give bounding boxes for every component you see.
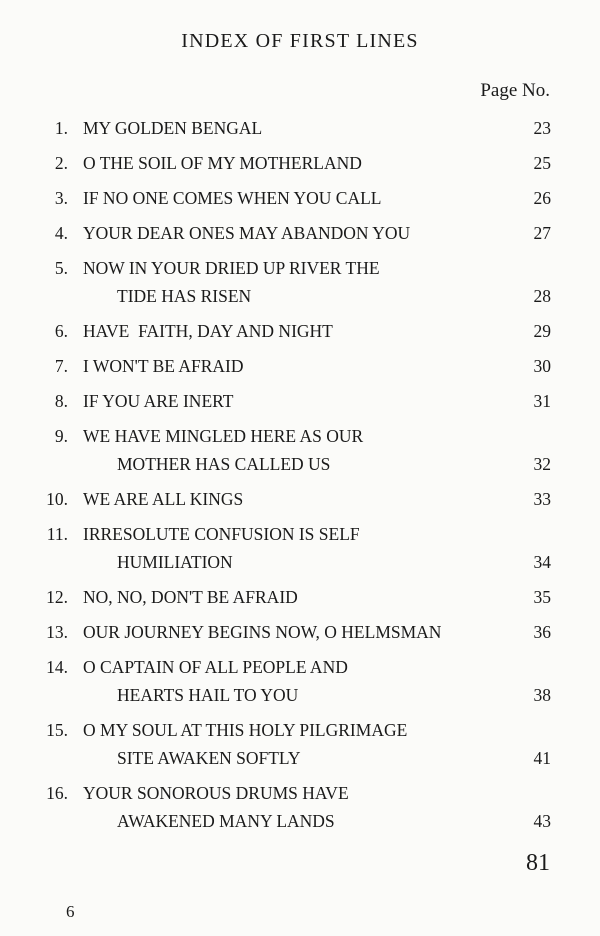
entry-number: 6.: [54, 321, 68, 341]
index-entry: [0, 485, 600, 520]
entry-page-number: 34: [533, 552, 551, 572]
entry-first-line: YOUR DEAR ONES MAY ABANDON YOU: [83, 223, 411, 243]
entry-first-line: YOUR SONOROUS DRUMS HAVE: [83, 783, 349, 803]
entry-number: 16.: [46, 783, 68, 803]
index-entry: [0, 387, 600, 422]
entry-first-line: WE ARE ALL KINGS: [83, 489, 244, 509]
entry-page-number: 33: [533, 489, 551, 509]
index-entry: [0, 254, 600, 317]
entry-continuation-line: MOTHER HAS CALLED US: [117, 454, 331, 474]
entry-number: 5.: [54, 258, 68, 278]
index-entry: [0, 352, 600, 387]
entry-number: 10.: [46, 489, 68, 509]
entry-first-line: O THE SOIL OF MY MOTHERLAND: [83, 153, 362, 173]
entry-page-number: 25: [533, 153, 551, 173]
entry-page-number: 31: [533, 391, 551, 411]
entry-continuation-line: HUMILIATION: [117, 552, 233, 572]
entry-first-line: O MY SOUL AT THIS HOLY PILGRIMAGE: [83, 720, 408, 740]
index-entry: [0, 422, 600, 485]
entry-first-line: IRRESOLUTE CONFUSION IS SELF: [83, 524, 360, 544]
entry-page-number: 30: [533, 356, 551, 376]
entry-page-number: 23: [533, 118, 551, 138]
index-entry: [0, 184, 600, 219]
entry-page-number: 32: [533, 454, 551, 474]
entry-first-line: IF YOU ARE INERT: [83, 391, 234, 411]
entry-number: 14.: [46, 657, 68, 677]
entry-continuation-line: AWAKENED MANY LANDS: [117, 811, 335, 831]
index-entry: [0, 618, 600, 653]
entry-continuation-line: HEARTS HAIL TO YOU: [117, 685, 299, 705]
entry-number: 4.: [54, 223, 68, 243]
index-entry: [0, 716, 600, 779]
entry-first-line: I WON'T BE AFRAID: [83, 356, 244, 376]
index-list: [0, 114, 600, 842]
index-entry: [0, 317, 600, 352]
entry-number: 15.: [46, 720, 68, 740]
entry-first-line: NO, NO, DON'T BE AFRAID: [83, 587, 298, 607]
entry-page-number: 35: [533, 587, 551, 607]
page-title: INDEX OF FIRST LINES: [181, 30, 419, 52]
entry-number: 2.: [54, 153, 68, 173]
entry-number: 12.: [46, 587, 68, 607]
entry-page-number: 28: [533, 286, 551, 306]
page-number-column-header: Page No.: [480, 80, 550, 101]
entry-first-line: O CAPTAIN OF ALL PEOPLE AND: [83, 657, 348, 677]
entry-page-number: 27: [533, 223, 551, 243]
index-entry: [0, 149, 600, 184]
entry-first-line: IF NO ONE COMES WHEN YOU CALL: [83, 188, 382, 208]
page-folio-number: 81: [526, 850, 550, 876]
entry-number: 8.: [54, 391, 68, 411]
index-entry: [0, 779, 600, 842]
entry-first-line: MY GOLDEN BENGAL: [83, 118, 263, 138]
entry-number: 3.: [54, 188, 68, 208]
entry-continuation-line: TIDE HAS RISEN: [117, 286, 252, 306]
entry-number: 7.: [54, 356, 68, 376]
entry-page-number: 26: [533, 188, 551, 208]
entry-page-number: 38: [533, 685, 551, 705]
entry-page-number: 43: [533, 811, 551, 831]
entry-number: 11.: [46, 524, 68, 544]
entry-page-number: 36: [533, 622, 551, 642]
index-entry: [0, 219, 600, 254]
entry-number: 9.: [54, 426, 68, 446]
entry-first-line: WE HAVE MINGLED HERE AS OUR: [83, 426, 364, 446]
index-entry: [0, 114, 600, 149]
index-entry: [0, 583, 600, 618]
entry-continuation-line: SITE AWAKEN SOFTLY: [117, 748, 301, 768]
index-entry: [0, 653, 600, 716]
entry-page-number: 41: [533, 748, 551, 768]
entry-first-line: HAVE FAITH, DAY AND NIGHT: [83, 321, 333, 341]
entry-number: 13.: [46, 622, 68, 642]
entry-first-line: OUR JOURNEY BEGINS NOW, O HELMSMAN: [83, 622, 442, 642]
entry-first-line: NOW IN YOUR DRIED UP RIVER THE: [83, 258, 380, 278]
printed-page-number: 6: [66, 902, 75, 921]
entry-number: 1.: [54, 118, 68, 138]
entry-page-number: 29: [533, 321, 551, 341]
index-entry: [0, 520, 600, 583]
